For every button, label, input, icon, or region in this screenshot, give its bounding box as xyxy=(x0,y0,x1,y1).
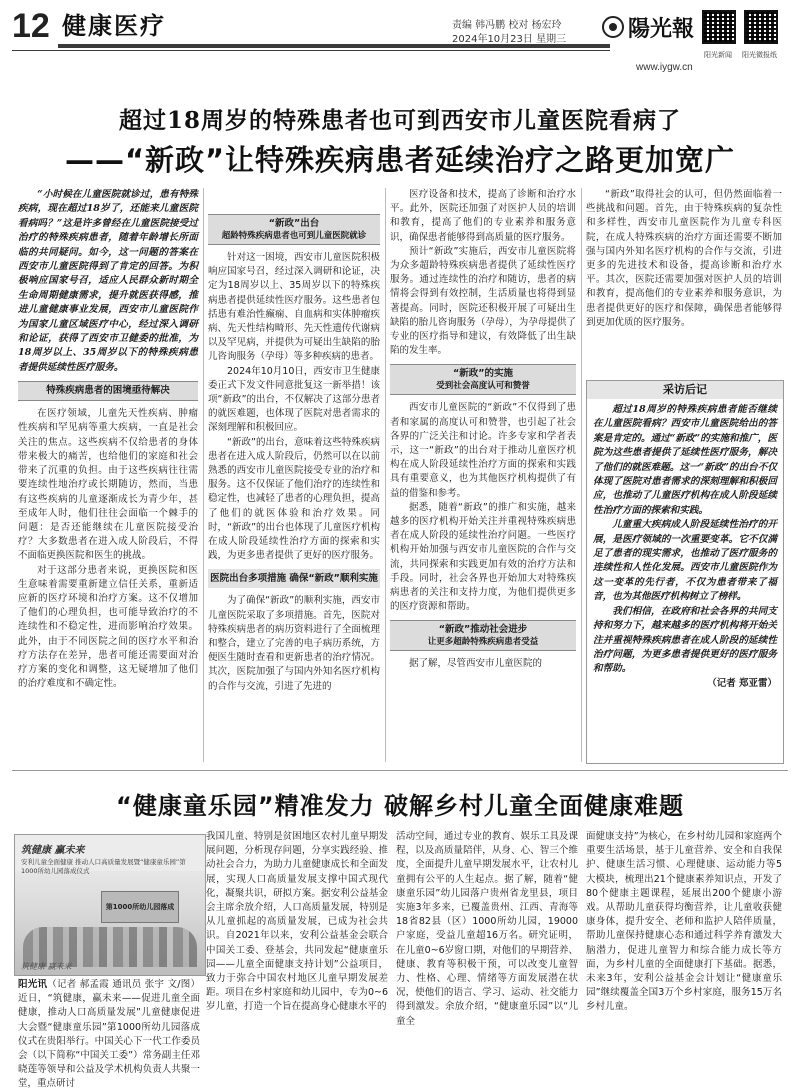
article-lead: “小时候在儿童医院就诊过，患有特殊疾病，现在超过18岁了，还能来儿童医院看病吗？”这是许多曾经在儿童医院接受过治疗的特殊疾病患者，随着年龄增长所面临的共同疑问。如今，这一问题的答案在西安市儿童医院得到了肯定的回答。为积极响应国家号召，适应人民群众新时期全生命周期健康需求，提升就医获得感，推进儿童健康事业发展，西安市儿童医院作为国家儿童区域医疗中心，经过深入调研和论证，获得了西安市卫健委的批准，为18周岁以上、35周岁以下的特殊疾病患者提供延续性医疗服务。 xyxy=(18,189,198,373)
subheading xyxy=(390,620,576,651)
news-credit: 阳光讯 xyxy=(18,979,48,990)
qr-code-icon xyxy=(702,10,736,44)
editorial-paragraph: 我们相信，在政府和社会各界的共同支持和努力下，越来越多的医疗机构将开始关注并重视特殊疾病患者在成人阶段的延续性治疗问题，为更多患者提供更好的医疗服务和帮助。 xyxy=(593,605,777,675)
photo-banner-title: 筑健康 赢未来 xyxy=(21,845,85,856)
paragraph: 我国儿童、特别是贫困地区农村儿童早期发展问题，分析现存问题，分享实践经验、推动社会合力，为助力儿童健康成长和全面发展，实现人口高质量发展支撑中国式现代化，凝聚共识，研拟方案。据安利公益基金会主席余放介绍，人口高质量发展，特别是从儿童抓起的高质量发展，已成为社会共识。自2021年以来，安利公益基金会联合中国关工委、登基会，共同发起“健康童乐园——儿童全面健康支持计划”公益项目，致力于弥合中国农村地区儿童早期发展差距。项目在乡村家庭和幼儿园中，专为0~6岁儿童，打造一个旨在提高身心健康水平的 xyxy=(206,831,388,1013)
qr-label: 阳光微报纸 xyxy=(742,51,777,59)
qr-label: 阳光新闻 xyxy=(704,51,732,59)
column-divider xyxy=(385,188,386,762)
paragraph: 针对这一困境，西安市儿童医院积极响应国家号召，经过深入调研和论证，决定为18周岁以上、35周岁以下的特殊疾病患者提供延续性医疗服务。这些患者包括患有难治性癫痫、自血病和实体肿瘤疾病、先天性结构畸形、先天性遗传代谢病以及罕见病，并提供为可疑出生缺陷的胎儿咨询服务（孕母）等多种疾病的患者。 xyxy=(208,252,380,363)
editorial-title: 采访后记 xyxy=(587,381,783,399)
paragraph: 活动空间，通过专业的教育、娱乐工具及课程，以及高质量陪伴，从身、心、智三个维度，全面提升儿童早期发展水平，让农村儿童拥有公平的人生起点。据了解，随着“健康童乐园”幼儿园落户贵州省龙里县，项目实施3年多来，已覆盖贵州、江西、青海等18省82县（区）1000所幼儿园，19000户家庭，受益儿童超16万名。研究证明，在儿童0~6岁窗口期，对他们的早期营养、健康、教育等积极干预，可以改变儿童智力、性格、心理、情绪等方面发展潜在状况，使他们的语言、学习、运动、社交能力得到激发。余放介绍，“健康童乐园”以“儿童全 xyxy=(396,831,578,1027)
page-number: 12 xyxy=(12,7,50,45)
qr-code-icon xyxy=(744,10,778,44)
subheading: 特殊疾病患者的困境亟待解决 xyxy=(18,381,198,401)
column-divider xyxy=(203,188,204,762)
section-divider xyxy=(12,770,788,771)
paragraph: 西安市儿童医院的“新政”不仅得到了患者和家属的高度认可和赞誉，也引起了社会各界的广泛关注和讨论。许多专家和学者表示，这一“新政”的出台对于推动儿童医疗机构在成人阶段延续性治疗方面的探索和实践具有重要意义，也为其他医疗机构提供了有益的借鉴和参考。 xyxy=(390,402,576,499)
paragraph: “新政”的出台，意味着这些特殊疾病患者在进入成人阶段后，仍然可以在以前熟悉的西安市儿童医院接受专业的治疗和服务。这不仅保证了他们治疗的连续性和稳定性，也减轻了患者的心理负担，提高了他们的就医体验和治疗效果。同时，“新政”的出台也体现了儿童医疗机构在成人阶段延续性治疗方面的探索和实践，为更多患者提供了更好的医疗服务。 xyxy=(208,436,380,562)
paragraph: 面健康支持”为核心，在乡村幼儿园和家庭两个重要生活场景，基于儿童营养、安全和自我保护、健康生活习惯、心理健康、运动能力等5大模块，梳理出21个健康素养知识点，开发了80个健康主题课程，延展出200个健康小游戏。从帮助儿童获得均衡营养，让儿童收获健康身体，提升安全、老师和监护人陪伴质量，帮助儿童保持健康心态和通过科学养育激发大脑潜力，促进儿童智力和综合能力成长等方面，为乡村儿童的全面健康打下基础。据悉，未来3年，安利公益基金会计划让“健康童乐园”继续覆盖全国3万个乡村家庭，服务15万名乡村儿童。 xyxy=(586,831,782,1013)
paragraph: 在医疗领域，儿童先天性疾病、肿瘤性疾病和罕见病等重大疾病，一直是社会关注的焦点。这些疾病不仅给患者的身体带来极大的痛苦，也给他们的家庭和社会带来了沉重的负担。由于这些疾病往往需要连续性地治疗或长期随访，然而，当患有这些疾病的儿童逐渐成长为青少年，甚至成年人时，他们往往会面临一个棘手的问题：是否还能继续在儿童医院接受治疗？大多数患者在进入成人阶段后，不得不面临更换医院和医生的挑战。 xyxy=(18,408,198,562)
article-kicker: 超过18周岁的特殊患者也可到西安市儿童医院看病了 xyxy=(118,107,681,134)
subheading-title: “新政”推动社会进步 xyxy=(438,624,528,636)
article-column-2 xyxy=(208,188,380,762)
news-credit-detail: （记者 郝孟霞 通讯员 张宇 文/图） xyxy=(47,979,200,990)
paragraph: 为了确保“新政”的顺利实施，西安市儿童医院采取了多项措施。首先，医院对特殊疾病患者的病历资料进行了全面梳理和整合，建立了完善的电子病历系统，方便医生随时查看和更新患者的治疗情况。其次，医院加强了与国内外知名医疗机构的合作与交流，引进了先进的 xyxy=(208,595,380,692)
subheading-subtitle: 受到社会高度认可和赞誉 xyxy=(436,381,530,392)
masthead-rule-thin xyxy=(12,50,610,51)
column-divider xyxy=(581,188,582,762)
subheading xyxy=(390,364,576,395)
editorial-body xyxy=(587,399,783,761)
article2-column-3 xyxy=(396,830,578,1082)
photo-screen: 第1000所幼儿园落成 xyxy=(101,891,179,923)
section-title: 健康医疗 xyxy=(62,12,166,40)
subheading-title: “新政”的实施 xyxy=(453,368,513,380)
paragraph: “新政”取得社会的认可，但仍然面临着一些挑战和问题。首先，由于特殊疾病的复杂性和多样性，西安市儿童医院作为儿童专科医院，在成人特殊疾病的治疗方面还需要不断加强与国内外知名医疗机构的合作与交流，引进更多的先进技术和设备，提高诊断和治疗水平。其次，医院还需要加强对医护人员的培训和教育，提高他们的专业素养和服务意识，为患者提供更好的医疗和保障，确保患者能够得到更加优质的医疗服务。 xyxy=(586,189,782,328)
article2-column-1 xyxy=(18,978,200,1090)
editorial-box xyxy=(586,380,784,764)
editorial-paragraph: 儿童重大疾病成人阶段延续性治疗的开展，是医疗领域的一次重要变革。它不仅满足了患者的现实需求，也推动了医疗服务的连续性和人性化发展。西安市儿童医院作为这一变革的先行者，不仅为患者带来了福音，也为其他医疗机构树立了榜样。 xyxy=(593,519,777,603)
newspaper-logo xyxy=(600,8,696,48)
subheading: 医院出台多项措施 确保“新政”顺利实施 xyxy=(208,569,380,588)
subheading-subtitle: 让更多超龄特殊疾病患者受益 xyxy=(427,637,539,648)
logo-text: 陽光報 xyxy=(628,16,695,42)
subheading-title: “新政”出台 xyxy=(268,218,320,229)
paragraph: 对于这部分患者来说，更换医院和医生意味着需要重新建立信任关系，重新适应新的医疗环境和治疗方案。这不仅增加了他们的心理负担，也可能导致治疗的不连续性和不稳定性，进而影响治疗效果。此外，由于不同医院之间的医疗水平和治疗方法存在差异，患者可能还需要面对治疗方案的变化和调整，这无疑增加了他们的治疗难度和不确定性。 xyxy=(18,564,198,690)
issue-date: 2024年10月23日 星期三 xyxy=(452,34,567,45)
editor-credits: 责编 韩冯鹏 校对 杨宏玲 xyxy=(452,20,562,31)
photo-footer: 筑健康 赢未来 xyxy=(21,962,72,971)
article2-column-2 xyxy=(206,830,388,1082)
website-url: www.iygw.cn xyxy=(636,62,693,73)
news-photo xyxy=(14,834,206,976)
article-headline: “健康童乐园”精准发力 破解乡村儿童全面健康难题 xyxy=(116,792,684,820)
paragraph-text: 近日，“筑健康，赢未来——促进儿童全面健康，推动人口高质量发展”儿童健康促进大会暨“健康童乐园”第1000所幼儿园落成仪式在贵阳举行。中国关心下一代工作委员会（以下简称“中国关工委”）常务副主任邓晓莲等领导和公益及学术机构负责人共聚一堂，重点研讨 xyxy=(18,993,200,1090)
byline: （记者 郑亚雷） xyxy=(707,677,777,689)
sun-icon xyxy=(602,16,624,38)
article-column-3 xyxy=(390,188,576,762)
subheading xyxy=(208,214,380,245)
article-column-1 xyxy=(18,188,198,762)
paragraph: 据悉，随着“新政”的推广和实施，越来越多的医疗机构开始关注并重视特殊疾病患者在成人阶段的延续性治疗问题。一些医疗机构开始加强与西安市儿童医院的合作与交流，共同探索和实践更加有效的治疗方法和手段。同时，社会各界也开始加大对特殊疾病患者的关注和支持力度，为他们提供更多的医疗资源和帮助。 xyxy=(390,501,576,613)
photo-banner-caption: 安利儿童全面健康 推动人口高质量发展暨“健康童乐园”第1000所幼儿园落成仪式 xyxy=(21,858,186,875)
paragraph: 预计“新政”实施后，西安市儿童医院将为众多超龄特殊疾病患者提供了延续性医疗服务。通过连续性的治疗和随访，患者的病情将会得到有效控制，生活质量也将得到显著提高。同时，医院还积极开展了可疑出生缺陷的胎儿咨询服务（孕母），为孕母提供了专业的医疗指导和建议，有效降低了出生缺陷的发生率。 xyxy=(390,245,576,357)
article2-column-4 xyxy=(586,830,782,1082)
paragraph xyxy=(18,978,200,1092)
paragraph: 据了解，尽管西安市儿童医院的 xyxy=(409,658,543,670)
article-column-4 xyxy=(586,188,782,366)
subheading-subtitle: 超龄特殊疾病患者也可到儿童医院就诊 xyxy=(221,231,367,241)
paragraph: 2024年10月10日，西安市卫生健康委正式下发文件同意批复这一新举措！该项“新政”的出台，不仅解决了这部分患者的就医难题，也体现了医院对患者需求的深刻理解和积极回应。 xyxy=(208,365,380,434)
article-headline: ——“新政”让特殊疾病患者延续治疗之路更加宽广 xyxy=(64,143,736,177)
editorial-paragraph: 超过18周岁的特殊疾病患者能否继续在儿童医院看病？西安市儿童医院给出的答案是肯定的。通过“新政”的实施和推广，医院为这些患者提供了延续性医疗服务，解决了他们的就医难题。这一“新政”的出台不仅体现了医院对患者需求的深刻理解和积极回应，也推动了儿童医疗机构在成人阶段延续性治疗方面的探索和实践。 xyxy=(593,404,777,516)
paragraph: 医疗设备和技术，提高了诊断和治疗水平。此外，医院还加强了对医护人员的培训和教育，提高了他们的专业素养和服务意识，确保患者能够得到高质量的医疗服务。 xyxy=(390,189,576,243)
